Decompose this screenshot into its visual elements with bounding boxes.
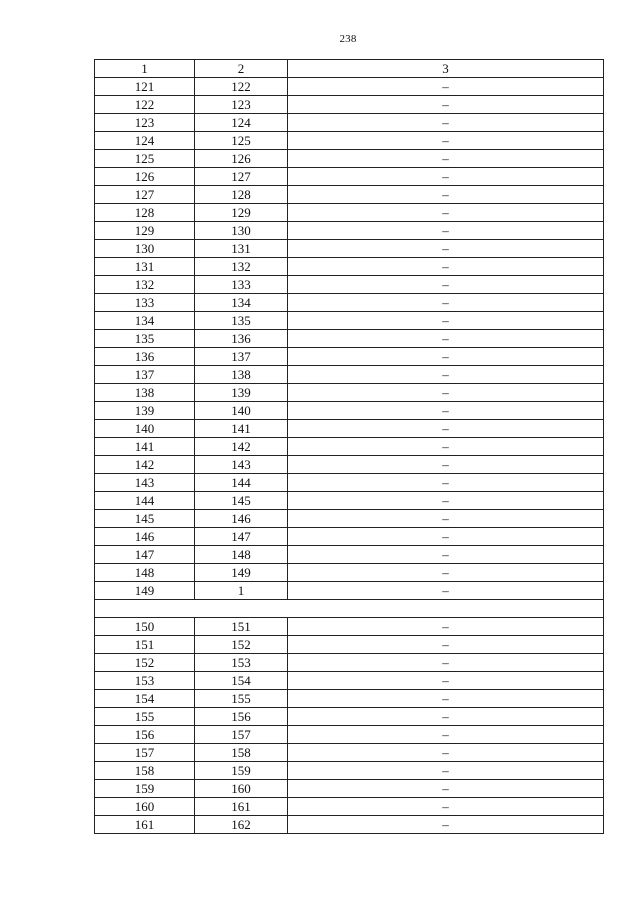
table-row (95, 402, 604, 420)
table-cell: 161 (95, 816, 195, 834)
table-cell: 156 (195, 708, 288, 726)
table-cell: – (288, 330, 604, 348)
table-row (95, 564, 604, 582)
table-row (95, 384, 604, 402)
table-row (95, 366, 604, 384)
table-cell: – (288, 708, 604, 726)
table-cell: 151 (195, 618, 288, 636)
table-cell: – (288, 762, 604, 780)
table-cell: 151 (95, 636, 195, 654)
table-cell: – (288, 780, 604, 798)
table-cell: 154 (195, 672, 288, 690)
table-row (95, 816, 604, 834)
table-row (95, 204, 604, 222)
table-cell: 149 (95, 582, 195, 600)
table-cell: – (288, 456, 604, 474)
table-cell: – (288, 258, 604, 276)
table-cell: 133 (195, 276, 288, 294)
table-cell: 126 (195, 150, 288, 168)
table-cell: 136 (195, 330, 288, 348)
table-cell: 153 (95, 672, 195, 690)
table-cell: 137 (95, 366, 195, 384)
table-cell: – (288, 438, 604, 456)
table-row (95, 798, 604, 816)
table-cell: 134 (195, 294, 288, 312)
table-row (95, 276, 604, 294)
table-cell: – (288, 510, 604, 528)
table-cell: 142 (95, 456, 195, 474)
table-cell: 130 (95, 240, 195, 258)
table-cell: 156 (95, 726, 195, 744)
table-cell: 139 (95, 402, 195, 420)
table-row (95, 240, 604, 258)
table-row (95, 636, 604, 654)
table-row (95, 672, 604, 690)
table-row (95, 168, 604, 186)
table-cell: 128 (195, 186, 288, 204)
table-cell: 148 (95, 564, 195, 582)
table-cell: – (288, 636, 604, 654)
table-row (95, 186, 604, 204)
table-cell: 147 (195, 528, 288, 546)
table-cell: – (288, 384, 604, 402)
table-row (95, 690, 604, 708)
table-cell: 153 (195, 654, 288, 672)
table-cell: 144 (95, 492, 195, 510)
table-cell: 123 (95, 114, 195, 132)
data-table (94, 59, 604, 834)
table-cell: – (288, 312, 604, 330)
table-cell: 138 (95, 384, 195, 402)
table-cell: – (288, 474, 604, 492)
table-cell: 155 (95, 708, 195, 726)
table-row (95, 474, 604, 492)
table-cell: – (288, 528, 604, 546)
column-header: 3 (288, 60, 604, 78)
table-cell: – (288, 78, 604, 96)
table-cell: 131 (195, 240, 288, 258)
table-row (95, 654, 604, 672)
table-row (95, 744, 604, 762)
table-row (95, 222, 604, 240)
table-cell: 160 (95, 798, 195, 816)
table-row (95, 78, 604, 96)
table-cell: – (288, 276, 604, 294)
table-cell: 124 (195, 114, 288, 132)
table-cell: – (288, 654, 604, 672)
table-cell: – (288, 294, 604, 312)
table-cell: 158 (195, 744, 288, 762)
table-cell: 152 (195, 636, 288, 654)
table-cell: 132 (195, 258, 288, 276)
table-cell: 141 (95, 438, 195, 456)
table-cell: 140 (95, 420, 195, 438)
table-cell: 127 (95, 186, 195, 204)
table-cell: – (288, 240, 604, 258)
table-cell: 157 (195, 726, 288, 744)
table-cell: 124 (95, 132, 195, 150)
table-cell: 136 (95, 348, 195, 366)
table-cell: 157 (95, 744, 195, 762)
page-number: 238 (339, 33, 357, 45)
table-cell: 155 (195, 690, 288, 708)
table-cell: 127 (195, 168, 288, 186)
table-cell: 144 (195, 474, 288, 492)
table-cell: – (288, 546, 604, 564)
table-cell: 152 (95, 654, 195, 672)
table-row (95, 618, 604, 636)
table-cell: 126 (95, 168, 195, 186)
table-cell: – (288, 798, 604, 816)
table-cell: 149 (195, 564, 288, 582)
table-cell: 121 (95, 78, 195, 96)
table-row (95, 330, 604, 348)
table-cell: – (288, 618, 604, 636)
separator-cell (95, 600, 604, 618)
table-row (95, 546, 604, 564)
header-row (95, 60, 604, 78)
table-cell: – (288, 348, 604, 366)
column-header: 1 (95, 60, 195, 78)
table-cell: 161 (195, 798, 288, 816)
table-cell: – (288, 222, 604, 240)
table-cell: 130 (195, 222, 288, 240)
table-cell: – (288, 186, 604, 204)
table-cell: – (288, 132, 604, 150)
table-cell: 133 (95, 294, 195, 312)
table-cell: – (288, 114, 604, 132)
table-cell: 148 (195, 546, 288, 564)
table-cell: 131 (95, 258, 195, 276)
table-row (95, 762, 604, 780)
table-cell: 147 (95, 546, 195, 564)
table-row (95, 132, 604, 150)
table-cell: 135 (95, 330, 195, 348)
table-cell: – (288, 672, 604, 690)
table-cell: 146 (195, 510, 288, 528)
table-row (95, 456, 604, 474)
table-row (95, 438, 604, 456)
table-cell: 154 (95, 690, 195, 708)
table-cell: 134 (95, 312, 195, 330)
section-separator-row (95, 600, 604, 618)
table-cell: 145 (95, 510, 195, 528)
table-cell: 139 (195, 384, 288, 402)
table-cell: 162 (195, 816, 288, 834)
table-cell: – (288, 582, 604, 600)
table-row (95, 528, 604, 546)
table-cell: 129 (195, 204, 288, 222)
table-cell: – (288, 726, 604, 744)
table-cell: – (288, 816, 604, 834)
table-cell: 123 (195, 96, 288, 114)
table-cell: 158 (95, 762, 195, 780)
table-cell: – (288, 96, 604, 114)
table-row (95, 258, 604, 276)
table-cell: 137 (195, 348, 288, 366)
table-cell: 122 (95, 96, 195, 114)
table-cell: 122 (195, 78, 288, 96)
table-cell: 160 (195, 780, 288, 798)
table-cell: 132 (95, 276, 195, 294)
table-row (95, 312, 604, 330)
table-cell: – (288, 402, 604, 420)
table-cell: 128 (95, 204, 195, 222)
table-cell: – (288, 690, 604, 708)
table-cell: 159 (95, 780, 195, 798)
table-cell: – (288, 420, 604, 438)
column-header: 2 (195, 60, 288, 78)
table-cell: 129 (95, 222, 195, 240)
table-body (95, 60, 604, 834)
table-row (95, 708, 604, 726)
table-cell: 135 (195, 312, 288, 330)
table-row (95, 96, 604, 114)
table-cell: 146 (95, 528, 195, 546)
table-row (95, 492, 604, 510)
table-row (95, 582, 604, 600)
table-cell: – (288, 366, 604, 384)
table-cell: 125 (195, 132, 288, 150)
table-cell: – (288, 168, 604, 186)
table-row (95, 114, 604, 132)
table-cell: 143 (95, 474, 195, 492)
table-cell: – (288, 150, 604, 168)
table-cell: 1 (195, 582, 288, 600)
table-row (95, 510, 604, 528)
table-cell: – (288, 564, 604, 582)
table-cell: 140 (195, 402, 288, 420)
table-row (95, 420, 604, 438)
table-cell: 143 (195, 456, 288, 474)
table-row (95, 348, 604, 366)
table-cell: 125 (95, 150, 195, 168)
table-cell: 159 (195, 762, 288, 780)
table-row (95, 150, 604, 168)
table-cell: – (288, 492, 604, 510)
table-cell: 142 (195, 438, 288, 456)
table-cell: 141 (195, 420, 288, 438)
table-row (95, 780, 604, 798)
table-row (95, 294, 604, 312)
table-cell: 150 (95, 618, 195, 636)
table-row (95, 726, 604, 744)
table-cell: – (288, 744, 604, 762)
table-cell: – (288, 204, 604, 222)
table-cell: 145 (195, 492, 288, 510)
table-cell: 138 (195, 366, 288, 384)
